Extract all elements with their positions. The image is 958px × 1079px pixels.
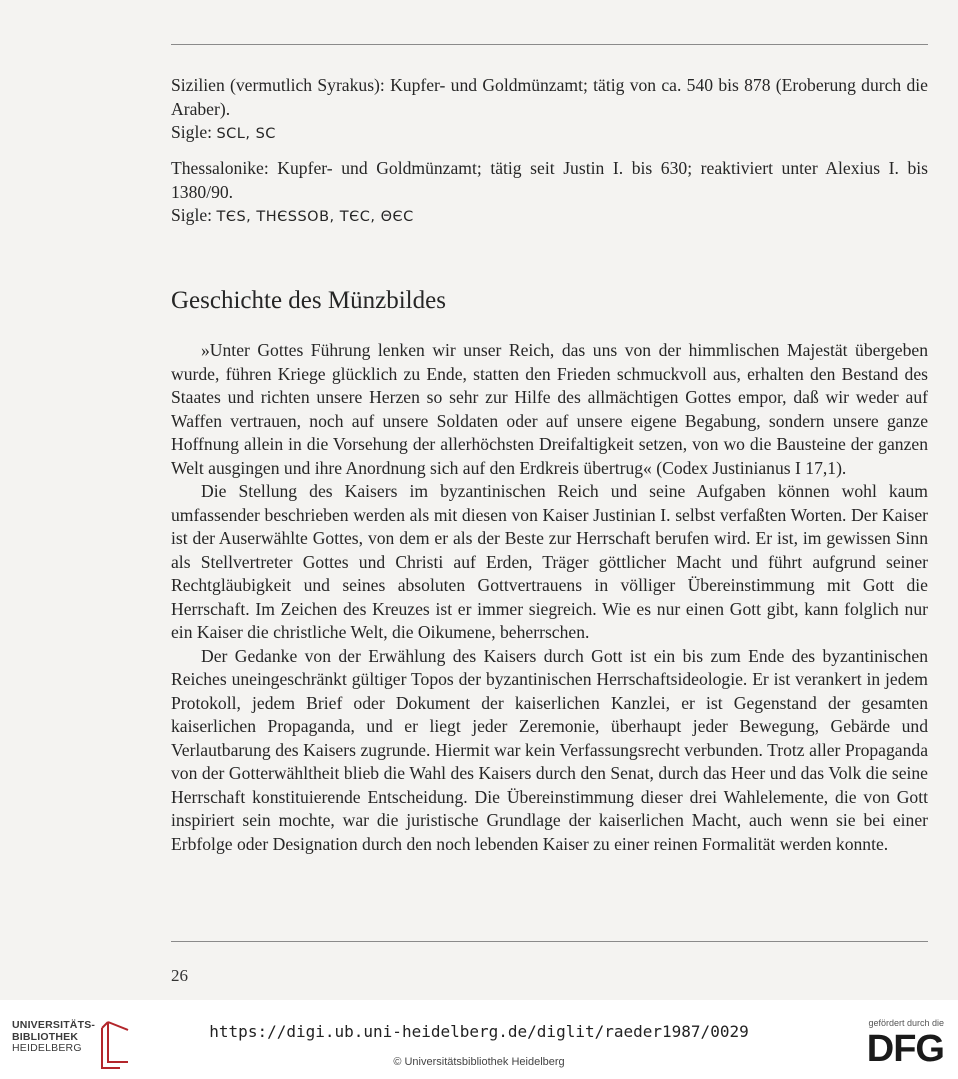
mint-entry-text: Thessalonike: Kupfer- und Goldmünzamt; tätig seit Justin I. bis 630; reaktiviert unter Alexius I. bis 1380/90.: [171, 158, 928, 202]
paragraph: Der Gedanke von der Erwählung des Kaisers durch Gott ist ein bis zum Ende des byzantinischen Reiches uneingeschränkt gültiger Topos der byzantinischen Herrschaftsideologie. Er ist verankert in jedem Protokoll, jedem Brief oder Dokument der kaiserlichen Kanzlei, er ist Gegenstand der gesamten kaiserlichen Propaganda, und er liegt jeder Zeremonie, überhaupt jeder Bewegung, Gebärde und Verlautbarung des Kaisers zugrunde. Hiermit war kein Verfassungsrecht verbunden. Trotz aller Propaganda von der Gotterwähltheit blieb die Wahl des Kaisers durch den Senat, durch das Heer und das Volk die seine Herrschaft konstituierende Entscheidung. Die Übereinstimmung dieser drei Wahlelemente, die von Gott inspiriert sein mochte, war die juristische Grundlage der kaiserlichen Macht, auch wenn sie bei einer Erbfolge oder Designation durch den noch lebenden Kaiser zu einer reinen Formalität werden konnte.: [171, 645, 928, 854]
mint-entry-thessalonike: [171, 157, 928, 230]
dfg-logo: DFG: [866, 1028, 944, 1070]
paragraph: »Unter Gottes Führung lenken wir unser Reich, das uns von der himmlischen Majestät übergeben wurde, führen Kriege glücklich zu Ende, statten den Frieden schmuckvoll aus, erhalten den Bestand des Staates und richten unsere Herzen so sehr zur Hilfe des allmächtigen Gottes empor, daß wir weder auf Waffen vertrauen, noch auf unsere Soldaten oder auf unsere eigene Begabung, sondern unsere ganze Hoffnung allein in die Vorsehung der allerhöchsten Dreifaltigkeit setzen, von wo die Bausteine der ganzen Welt ausgingen und ihre Anordnung sich auf den Erdkreis übertrug« (Codex Justinianus I 17,1).: [171, 340, 928, 478]
mint-entry-text: Sizilien (vermutlich Syrakus): Kupfer- und Goldmünzamt; tätig von ca. 540 bis 878 (Eroberung durch die Araber).: [171, 75, 928, 119]
sigle-label: Sigle:: [171, 205, 213, 225]
mint-entry-sigle: [171, 121, 928, 147]
paragraph: Die Stellung des Kaisers im byzantinischen Reich und seine Aufgaben können wohl kaum umfassender beschrieben werden als mit diesen von Kaiser Justinian I. selbst verfaßten Worten. Der Kaiser ist der Auserwählte Gottes, von dem er als der Beste zur Herrschaft berufen wird. Er ist, im gewissen Sinn als Stellvertreter Gottes und Christi auf Erden, Träger göttlicher Macht und führt aufgrund seiner Rechtgläubigkeit und seines absoluten Gottvertrauens in völliger Übereinstimmung mit Gott die Herrschaft. Im Zeichen des Kreuzes ist er immer siegreich. Wie es nur einen Gott gibt, kann folglich nur ein Kaiser die christliche Welt, die Oikumene, beherrschen.: [171, 481, 928, 642]
dfg-funding[interactable]: [844, 1018, 944, 1068]
copyright-notice: © Universitätsbibliothek Heidelberg: [393, 1056, 565, 1068]
sigle-value: TЄS, THЄSSOB, TЄC, ΘЄC: [216, 209, 414, 225]
permalink-url[interactable]: https://digi.ub.uni-heidelberg.de/diglit/raeder1987/0029: [209, 1022, 749, 1041]
top-rule: [171, 44, 928, 45]
mint-entry-sicily: [171, 74, 928, 147]
viewer-footer: [0, 1000, 958, 1079]
mint-entry-sigle: [171, 204, 928, 230]
bottom-rule: [171, 941, 928, 942]
sigle-value: SCL, SC: [216, 126, 276, 142]
library-name-line1: UNIVERSITÄTS-: [12, 1019, 96, 1031]
sigle-label: Sigle:: [171, 122, 213, 142]
funding-caption: gefördert durch die: [868, 1018, 944, 1028]
library-name-line2: BIBLIOTHEK: [12, 1030, 79, 1043]
page-number: 26: [171, 966, 188, 985]
section-title: Geschichte des Münzbildes: [171, 287, 446, 314]
body-text: [171, 339, 928, 856]
library-name-line3: HEIDELBERG: [12, 1042, 82, 1054]
